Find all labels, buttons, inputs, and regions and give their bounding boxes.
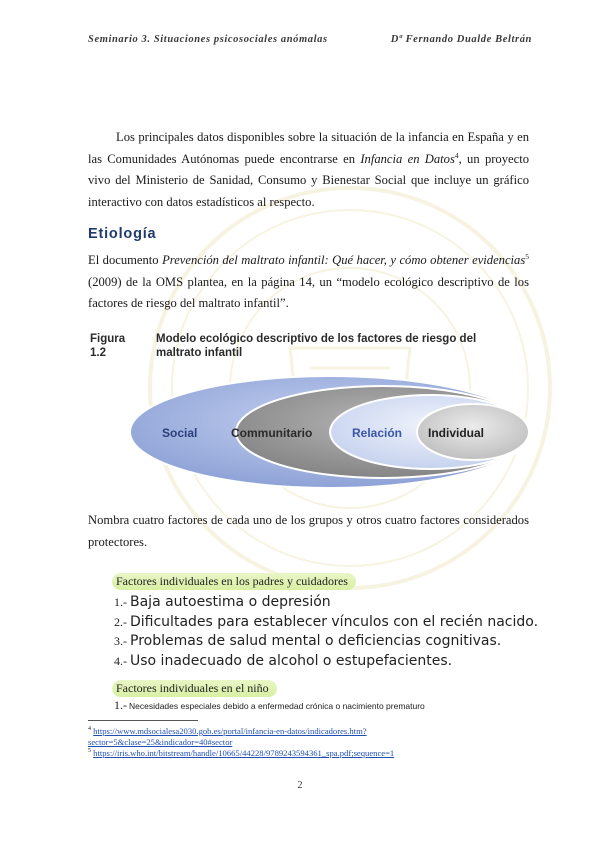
footnote-4 [88,726,394,737]
page-number: 2 [297,780,303,791]
level-social-label: Social [162,426,198,440]
paragraph-infancia-datos [88,127,529,213]
ecological-model-diagram [130,372,540,492]
list-item-text: Uso inadecuado de alcohol o estupefacientes. [130,652,453,669]
footnote-number: 4 [88,726,91,733]
footnote-ref-4[interactable]: 4 [454,150,459,160]
footnote-4-continuation [88,737,394,748]
figure-title: Modelo ecológico descriptivo de los factores de riesgo del maltrato infantil [156,333,477,359]
highlight-child-factors: Factores individuales en el niño [112,680,277,697]
list-item [114,593,538,613]
list-item [114,652,538,672]
list-item-text: Baja autoestima o depresión [130,594,331,610]
list-item-text: Necesidades especiales debido a enfermedad crónica o nacimiento prematuro [129,701,425,711]
list-item-number: 3.- [114,634,127,648]
section-heading-etiologia: Etiología [88,226,157,242]
paragraph2-text-start: El documento [88,253,163,267]
list-item-text: Problemas de salud mental o deficiencias cognitivas. [130,633,502,649]
footnotes [88,726,394,759]
footnote-divider [88,720,198,721]
paragraph1-text-start: Los principales datos disponibles sobre la situación de la infancia en España y en las Comunidades Autónomas puede encontrarse en [88,130,529,166]
header-seminar-title: Seminario 3. Situaciones psicosociales anómalas [88,34,328,45]
oms-document-title: Prevención del maltrato infantil: Qué hacer, y cómo obtener evidencias [162,253,526,267]
paragraph1-text-end: , un proyecto vivo del Ministerio de Sanidad, Consumo y Bienestar Social que incluye un gráfico interactivo con datos estadísticos al respecto. [88,151,529,209]
footnote-number: 5 [88,748,91,755]
list-item-number: 2.- [114,614,127,629]
footnote-4-link-cont[interactable]: sector=5&clase=25&indicador=40#sector [88,737,233,747]
figure-number: Figura 1.2 [90,333,126,359]
list-item-number: 1.- [114,595,127,609]
list-item [114,698,425,713]
list-item [114,613,538,633]
list-item-text: Dificultades para establecer vínculos con el recién nacido. [130,613,539,630]
header-author: Dª Fernando Dualde Beltrán [390,34,532,45]
level-communitario-label: Communitario [231,426,313,440]
level-individual-label: Individual [428,426,485,440]
list-item-number: 4.- [114,653,127,668]
footnote-4-link[interactable]: https://www.mdsocialesa2030.gob.es/portal/infancia-en-datos/indicadores.htm? [93,726,367,736]
footnote-ref-5[interactable]: 5 [525,251,530,261]
paragraph-oms-document [88,250,529,315]
parents-factors-list [114,593,538,671]
level-relacion-label: Relación [352,426,403,440]
infancia-en-datos-title: Infancia en Datos [360,151,455,166]
highlight-parents-factors: Factores individuales en los padres y cuidadores [112,573,356,590]
paragraph2-text-end: (2009) de la OMS plantea, en la página 14, un “modelo ecológico descriptivo de los factores de riesgo del maltrato infantil”. [88,274,529,310]
page-header [88,34,532,48]
list-item [114,632,538,652]
list-item-number: 1.- [114,698,127,712]
paragraph-instructions: Nombra cuatro factores de cada uno de los grupos y otros cuatro factores considerados protectores. [88,513,529,549]
footnote-5 [88,748,394,759]
footnote-5-link[interactable]: https://iris.who.int/bitstream/handle/10665/44228/9789243594361_spa.pdf;sequence=1 [93,748,395,758]
